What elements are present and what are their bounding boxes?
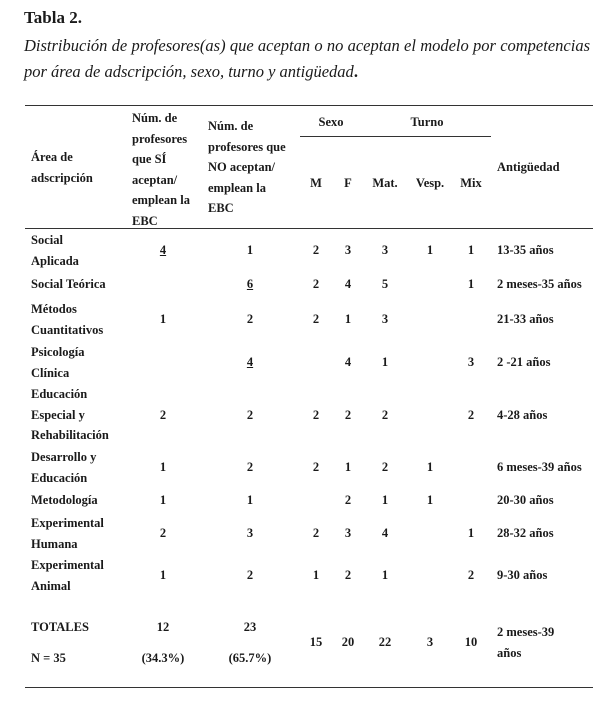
row-area bbox=[31, 342, 84, 383]
row-mat-line: 3 bbox=[381, 312, 389, 327]
sexo-turno-rule bbox=[300, 136, 491, 137]
row-area-line: Especial y bbox=[31, 407, 85, 422]
row-area-line: Psicología bbox=[31, 345, 85, 359]
row-m-line: 2 bbox=[312, 526, 320, 541]
row-area-line: Metodología bbox=[31, 493, 98, 507]
row-f-line: 1 bbox=[344, 460, 352, 475]
header-si-line: aceptan/ bbox=[132, 172, 178, 187]
row-f-line: 4 bbox=[344, 355, 352, 370]
header-antiguedad bbox=[497, 157, 560, 178]
row-mix-line: 3 bbox=[467, 355, 475, 370]
row-vesp-line: 1 bbox=[426, 493, 434, 507]
row-vesp bbox=[370, 490, 490, 511]
row-si-line: 2 bbox=[159, 526, 167, 541]
row-no-line: 1 bbox=[246, 243, 254, 258]
row-area-line: Social bbox=[31, 233, 63, 247]
row-m-line: 2 bbox=[312, 277, 320, 291]
row-area bbox=[31, 274, 106, 295]
totals-n-line: N = 35 bbox=[31, 651, 66, 665]
row-no-line: 4 bbox=[246, 355, 254, 370]
totals-f-line: 20 bbox=[341, 635, 355, 649]
row-si-line: 1 bbox=[159, 568, 167, 583]
row-si-line: 1 bbox=[159, 493, 167, 507]
row-vesp-line: 1 bbox=[426, 460, 434, 475]
row-area-line: Rehabilitación bbox=[31, 428, 109, 442]
totals-antiguedad bbox=[497, 622, 554, 663]
header-no-line: EBC bbox=[208, 201, 234, 215]
header-antiguedad-line: Antigüedad bbox=[497, 160, 560, 174]
row-mix-line: 1 bbox=[467, 277, 475, 291]
totals-antiguedad-line: años bbox=[497, 645, 522, 660]
row-area-line: Aplicada bbox=[31, 253, 79, 268]
totals-antiguedad-line: 2 meses-39 bbox=[497, 625, 555, 639]
row-mat-line: 2 bbox=[381, 407, 389, 422]
row-area-line: Clínica bbox=[31, 365, 70, 380]
row-mat-line: 4 bbox=[381, 526, 389, 541]
row-antiguedad bbox=[497, 565, 547, 586]
row-mat-line: 1 bbox=[381, 568, 389, 583]
row-antiguedad bbox=[497, 490, 554, 511]
table-top-rule bbox=[25, 105, 593, 106]
header-si bbox=[132, 108, 190, 231]
totals-label-line: TOTALES bbox=[31, 620, 89, 634]
row-si-line: 4 bbox=[159, 243, 167, 258]
header-si-line: que SÍ bbox=[132, 152, 167, 166]
row-area bbox=[31, 230, 79, 271]
row-vesp bbox=[370, 457, 490, 478]
table-title: Tabla 2. bbox=[24, 8, 82, 27]
row-antiguedad-line: 20-30 años bbox=[497, 493, 554, 507]
row-vesp-line: 1 bbox=[426, 243, 434, 258]
row-no-line: 2 bbox=[246, 407, 254, 422]
row-f-line: 4 bbox=[344, 277, 352, 291]
table-bottom-rule bbox=[25, 687, 593, 688]
row-antiguedad bbox=[497, 309, 554, 330]
header-vesp-line: Vesp. bbox=[415, 176, 445, 190]
header-sexo-line: Sexo bbox=[318, 115, 344, 129]
totals-mix-line: 10 bbox=[464, 635, 478, 649]
totals-n bbox=[31, 648, 66, 669]
row-antiguedad-line: 2 -21 años bbox=[497, 355, 551, 370]
row-m-line: 2 bbox=[312, 243, 320, 258]
row-f-line: 3 bbox=[344, 243, 352, 258]
row-no-line: 2 bbox=[246, 312, 254, 327]
row-area-line: Desarrollo y bbox=[31, 450, 97, 464]
header-no-line: Núm. de bbox=[208, 119, 254, 133]
row-area-line: Métodos bbox=[31, 302, 77, 316]
totals-no-line: 23 bbox=[243, 620, 257, 634]
row-antiguedad bbox=[497, 457, 582, 478]
row-f-line: 3 bbox=[344, 526, 352, 541]
totals-vesp-line: 3 bbox=[426, 635, 434, 649]
row-area bbox=[31, 490, 98, 511]
row-antiguedad bbox=[497, 240, 554, 261]
row-area bbox=[31, 513, 104, 554]
row-mat-line: 3 bbox=[381, 243, 389, 258]
row-mat-line: 1 bbox=[381, 493, 389, 507]
row-no-line: 2 bbox=[246, 460, 254, 475]
row-area-line: Educación bbox=[31, 387, 88, 401]
totals-m-line: 15 bbox=[309, 635, 323, 649]
row-mix-line: 2 bbox=[467, 568, 475, 583]
row-area-line: Animal bbox=[31, 578, 71, 593]
row-antiguedad-line: 13-35 años bbox=[497, 243, 554, 258]
header-si-line: profesores bbox=[132, 131, 188, 146]
row-si-line: 2 bbox=[159, 407, 167, 422]
header-f-line: F bbox=[344, 176, 352, 190]
row-m-line: 2 bbox=[312, 407, 320, 422]
row-antiguedad bbox=[497, 352, 550, 373]
caption-line-1: Distribución de profesores(as) que aceptan o no aceptan el modelo por bbox=[24, 36, 496, 55]
row-mat-line: 2 bbox=[381, 460, 389, 475]
row-f-line: 2 bbox=[344, 407, 352, 422]
header-mix-line: Mix bbox=[460, 176, 482, 190]
row-mat bbox=[325, 309, 445, 330]
row-m-line: 1 bbox=[312, 568, 320, 583]
row-antiguedad-line: 4-28 años bbox=[497, 407, 548, 422]
header-area-line: Área de bbox=[31, 150, 73, 164]
row-m-line: 2 bbox=[312, 460, 320, 475]
row-antiguedad bbox=[497, 274, 582, 295]
header-no-line: NO aceptan/ bbox=[208, 160, 276, 174]
row-mat-line: 5 bbox=[381, 277, 389, 291]
row-area-line: Experimental bbox=[31, 516, 104, 530]
row-area-line: Humana bbox=[31, 536, 78, 551]
header-bottom-rule bbox=[25, 228, 593, 229]
row-area-line: Social Teórica bbox=[31, 277, 106, 291]
row-f-line: 1 bbox=[344, 312, 352, 327]
row-area-line: Educación bbox=[31, 470, 88, 485]
header-no-line: emplean la bbox=[208, 180, 266, 195]
totals-mat-line: 22 bbox=[378, 635, 392, 649]
header-area bbox=[31, 147, 93, 188]
row-area-line: Cuantitativos bbox=[31, 322, 104, 337]
caption-end: . bbox=[353, 62, 358, 81]
row-f-line: 2 bbox=[344, 493, 352, 507]
row-no-line: 2 bbox=[246, 568, 254, 583]
header-area-line: adscripción bbox=[31, 170, 93, 185]
row-area bbox=[31, 447, 96, 488]
row-f-line: 2 bbox=[344, 568, 352, 583]
row-mix-line: 2 bbox=[467, 407, 475, 422]
row-antiguedad-line: 28-32 años bbox=[497, 526, 554, 541]
row-antiguedad-line: 2 meses-35 años bbox=[497, 277, 582, 291]
row-antiguedad-line: 9-30 años bbox=[497, 568, 548, 583]
row-mix-line: 1 bbox=[467, 243, 475, 258]
totals-no-pct-line: (65.7%) bbox=[228, 651, 272, 665]
row-area-line: Experimental bbox=[31, 558, 104, 572]
row-area bbox=[31, 555, 104, 596]
header-si-line: EBC bbox=[132, 213, 158, 228]
row-no-line: 6 bbox=[246, 277, 254, 291]
row-si-line: 1 bbox=[159, 312, 167, 327]
header-no-line: profesores que bbox=[208, 139, 286, 154]
row-si-line: 1 bbox=[159, 460, 167, 475]
row-antiguedad bbox=[497, 523, 554, 544]
header-si-line: emplean la bbox=[132, 193, 190, 207]
totals-si-line: 12 bbox=[156, 620, 170, 634]
row-no-line: 1 bbox=[246, 493, 254, 507]
totals-label bbox=[31, 617, 89, 638]
row-antiguedad-line: 21-33 años bbox=[497, 312, 554, 327]
caption-line-2: competencias por área de adscripción, sexo, turno y antigüedad bbox=[24, 36, 590, 81]
header-m-line: M bbox=[310, 176, 322, 190]
table-caption bbox=[24, 33, 590, 85]
row-m-line: 2 bbox=[312, 312, 320, 327]
row-mat-line: 1 bbox=[381, 355, 389, 370]
row-area bbox=[31, 384, 109, 446]
header-turno-line: Turno bbox=[410, 115, 444, 129]
header-mat-line: Mat. bbox=[372, 176, 398, 190]
header-turno bbox=[367, 112, 487, 133]
row-antiguedad-line: 6 meses-39 años bbox=[497, 460, 582, 475]
totals-si-pct-line: (34.3%) bbox=[141, 651, 185, 665]
row-mix-line: 1 bbox=[467, 526, 475, 541]
row-area bbox=[31, 299, 103, 340]
row-no-line: 3 bbox=[246, 526, 254, 541]
header-si-line: Núm. de bbox=[132, 111, 178, 125]
row-antiguedad bbox=[497, 405, 547, 426]
